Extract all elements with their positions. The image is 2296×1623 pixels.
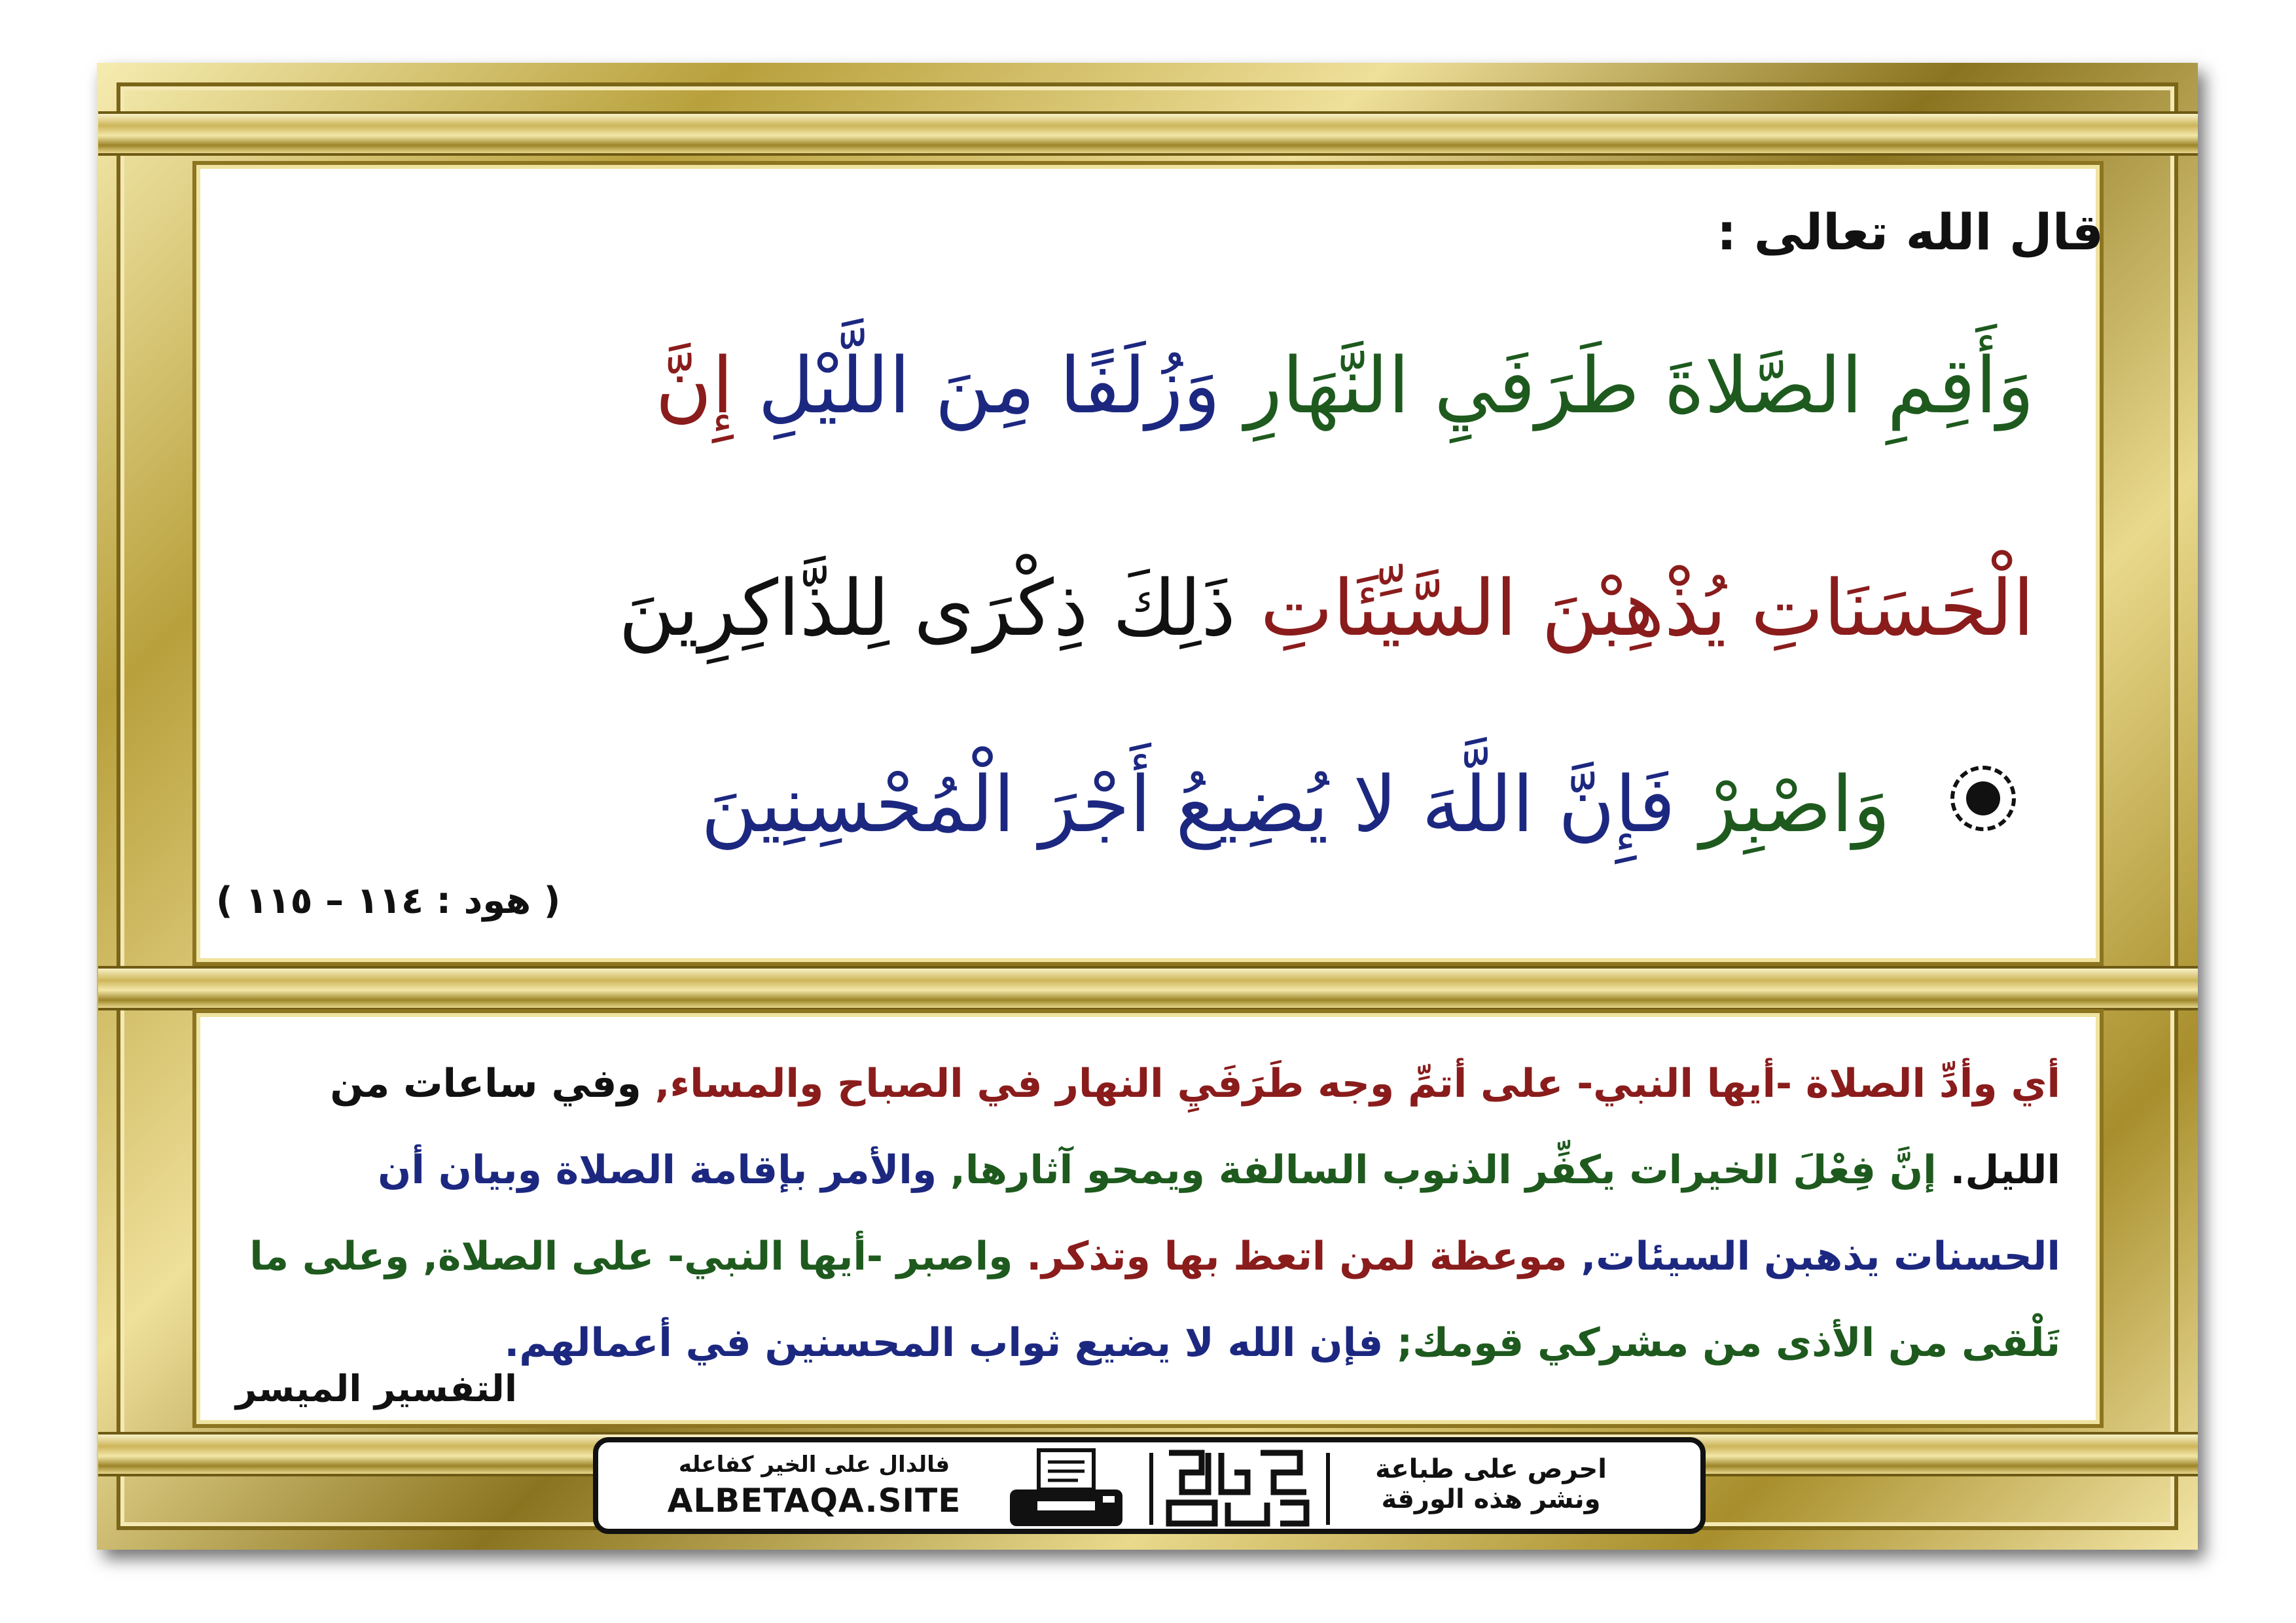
verse-segment: ذَلِكَ ذِكْرَى لِلذَّاكِرِينَ <box>619 563 1236 653</box>
surah-reference: ( هود : ١١٤ – ١١٥ ) <box>216 880 561 922</box>
footer-proverb: فالدال على الخير كفاعله <box>678 1452 950 1478</box>
tafsir-source: التفسير الميسر <box>236 1368 518 1410</box>
verse-segment: وَاصْبِرْ <box>1700 759 1890 849</box>
footer-left <box>637 1452 991 1520</box>
tafsir-segment: والأمر بإقامة الصلاة وبيان أن الحسنات يذهبن السيئات, <box>378 1147 2060 1279</box>
tafsir-segment: فإن الله لا يضيع ثواب المحسنين في أعمالهم. <box>504 1320 1397 1366</box>
verse-segment: إِنَّ <box>655 340 734 431</box>
verse-segment: فَإِنَّ اللَّهَ لا يُضِيعُ أَجْرَ الْمُحْسِنِينَ <box>701 759 1676 849</box>
tafsir-segment: موعظة لمن اتعظ بها وتذكر. <box>1026 1234 1581 1279</box>
verse-line-1 <box>262 340 2034 431</box>
frame-rail-middle <box>98 966 2198 1010</box>
verse-line-3 <box>262 759 1890 849</box>
tafsir-segment: واصبر -أيها النبي- على الصلاة, وعلى ما تَلْقى من الأذى من مشركي قومك; <box>249 1234 2060 1366</box>
verse-segment: وَزُلَفًا مِنَ اللَّيْلِ <box>758 340 1221 431</box>
frame-rail-top <box>98 111 2198 156</box>
bullet-ring-icon <box>1950 766 2016 831</box>
calligraphy-logo <box>1162 1446 1313 1530</box>
tafsir-text <box>249 1041 2060 1386</box>
footer-print-note: احرص على طباعة <box>1375 1454 1607 1484</box>
footer-share-note: ونشر هذه الورقة <box>1381 1484 1601 1514</box>
verse-segment: وَأَقِمِ الصَّلاةَ طَرَفَيِ النَّهَارِ <box>1245 340 2034 431</box>
footer-right <box>1327 1454 1655 1514</box>
footer-bar <box>593 1437 1706 1534</box>
verse-line-2 <box>262 563 2034 653</box>
footer-divider <box>1149 1453 1153 1525</box>
tafsir-segment: وفي ساعات من الليل. <box>330 1061 2060 1193</box>
verse-segment: الْحَسَنَاتِ يُذْهِبْنَ السَّيِّئَاتِ <box>1260 563 2034 653</box>
tafsir-segment: إنَّ فِعْلَ الخيرات يكفِّر الذنوب السالفة ويمحو آثارها, <box>950 1147 1950 1193</box>
printer-icon <box>1001 1446 1132 1530</box>
footer-site-link[interactable]: ALBETAQA.SITE <box>667 1482 961 1520</box>
intro-heading: قال الله تعالى : <box>1716 203 2104 261</box>
tafsir-segment: أي وأدِّ الصلاة -أيها النبي- على أتمِّ وجه طَرَفَيِ النهار في الصباح والمساء, <box>655 1061 2060 1107</box>
